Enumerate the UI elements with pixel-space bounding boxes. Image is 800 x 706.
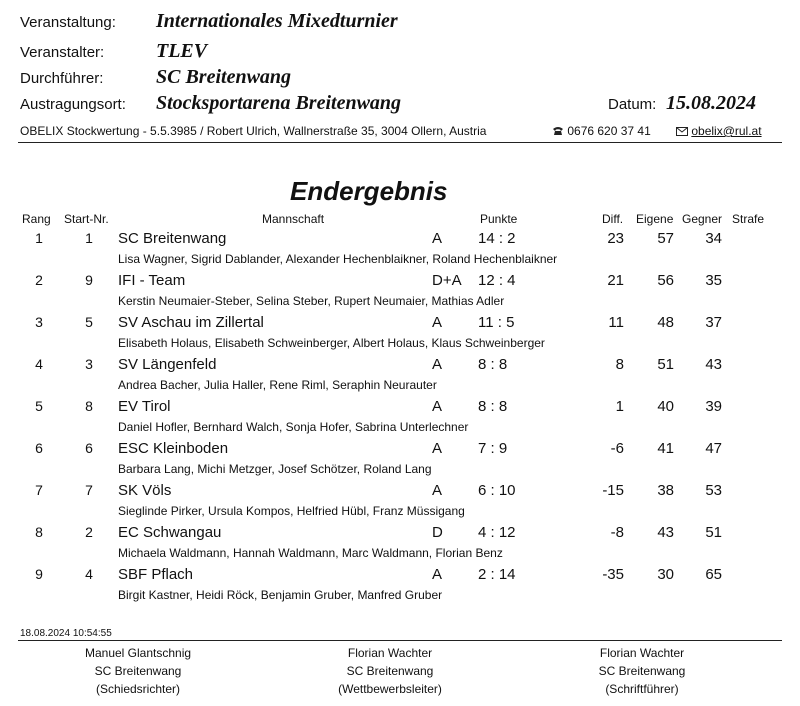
- result-opponent: 37: [705, 314, 722, 331]
- col-start: Start-Nr.: [64, 212, 109, 226]
- signature-name: Manuel Glantschnig: [84, 646, 192, 660]
- result-diff: -35: [602, 566, 624, 583]
- result-team: IFI - Team: [118, 272, 186, 289]
- result-points: 6 : 10: [478, 482, 516, 499]
- result-diff: 21: [607, 272, 624, 289]
- col-opp: Gegner: [682, 212, 723, 226]
- result-points: 4 : 12: [478, 524, 516, 541]
- result-diff: 1: [615, 398, 624, 415]
- result-own: 57: [657, 230, 674, 247]
- signature-name: Florian Wachter: [347, 646, 433, 660]
- result-team: SC Breitenwang: [118, 230, 227, 247]
- col-diff: Diff.: [602, 212, 624, 226]
- result-players: Michaela Waldmann, Hannah Waldmann, Marc Waldmann, Florian Benz: [118, 546, 503, 560]
- result-own: 41: [657, 440, 674, 457]
- phone-icon: [552, 125, 564, 139]
- result-points: 7 : 9: [478, 440, 508, 457]
- header-value-venue: Stocksportarena Breitenwang: [156, 92, 402, 114]
- result-own: 30: [657, 566, 674, 583]
- result-start-number: 6: [85, 440, 93, 456]
- result-start-number: 4: [85, 566, 93, 582]
- result-rank: 6: [35, 440, 43, 456]
- result-diff: -8: [610, 524, 624, 541]
- result-class: A: [432, 230, 443, 247]
- timestamp: 18.08.2024 10:54:55: [20, 628, 112, 639]
- date-value: 15.08.2024: [666, 92, 756, 114]
- col-points: Punkte: [480, 212, 518, 226]
- result-points: 11 : 5: [478, 314, 515, 331]
- signature-role: (Schriftführer): [605, 682, 679, 696]
- result-class: A: [432, 398, 443, 415]
- result-class: A: [432, 356, 443, 373]
- email-address[interactable]: obelix@rul.at: [691, 124, 762, 138]
- result-start-number: 3: [85, 356, 93, 372]
- signature-club: SC Breitenwang: [598, 664, 686, 678]
- result-team: SBF Pflach: [118, 566, 194, 583]
- result-rank: 5: [35, 398, 43, 414]
- header-value-event: Internationales Mixedturnier: [156, 10, 398, 32]
- result-opponent: 35: [705, 272, 722, 289]
- result-own: 48: [657, 314, 674, 331]
- address-line: OBELIX Stockwertung - 5.5.3985 / Robert Ulrich, Wallnerstraße 35, 3004 Ollern, Austria: [20, 124, 487, 138]
- result-players: Elisabeth Holaus, Elisabeth Schweinberger, Albert Holaus, Klaus Schweinberger: [118, 336, 545, 350]
- result-diff: 8: [615, 356, 624, 373]
- result-rank: 1: [35, 230, 43, 246]
- header-divider: [18, 142, 782, 143]
- email-info[interactable]: [676, 124, 762, 139]
- result-diff: 23: [607, 230, 624, 247]
- result-diff: -15: [602, 482, 624, 499]
- footer-divider: [18, 640, 782, 641]
- result-diff: 11: [608, 314, 624, 331]
- result-opponent: 34: [705, 230, 722, 247]
- signature-secretary: [542, 644, 742, 698]
- header-label-host: Durchführer:: [20, 70, 104, 87]
- phone-info: [552, 124, 651, 139]
- result-start-number: 9: [85, 272, 93, 288]
- result-own: 40: [657, 398, 674, 415]
- header-label-venue: Austragungsort:: [20, 96, 126, 113]
- header-value-organizer: TLEV: [156, 40, 208, 62]
- result-start-number: 5: [85, 314, 93, 330]
- phone-number: 0676 620 37 41: [567, 124, 651, 138]
- result-points: 2 : 14: [478, 566, 516, 583]
- date-label: Datum:: [608, 96, 657, 113]
- result-opponent: 43: [705, 356, 722, 373]
- result-points: 12 : 4: [478, 272, 516, 289]
- signature-competition-leader: [290, 644, 490, 698]
- result-team: EV Tirol: [118, 398, 171, 415]
- result-players: Andrea Bacher, Julia Haller, Rene Riml, Seraphin Neurauter: [118, 378, 437, 392]
- page-title: Endergebnis: [290, 176, 448, 206]
- result-players: Lisa Wagner, Sigrid Dablander, Alexander Hechenblaikner, Roland Hechenblaikner: [118, 252, 558, 266]
- result-own: 38: [657, 482, 674, 499]
- col-team: Mannschaft: [262, 212, 325, 226]
- signature-club: SC Breitenwang: [346, 664, 434, 678]
- result-rank: 8: [35, 524, 43, 540]
- result-class: A: [432, 482, 443, 499]
- result-rank: 4: [35, 356, 43, 372]
- result-own: 56: [657, 272, 674, 289]
- result-team: EC Schwangau: [118, 524, 222, 541]
- result-opponent: 51: [705, 524, 722, 541]
- header-label-event: Veranstaltung:: [20, 14, 116, 31]
- signature-referee: [38, 644, 238, 698]
- result-class: D: [432, 524, 443, 541]
- result-opponent: 39: [705, 398, 722, 415]
- col-own: Eigene: [636, 212, 674, 226]
- result-players: Daniel Hofler, Bernhard Walch, Sonja Hofer, Sabrina Unterlechner: [118, 420, 469, 434]
- result-rank: 2: [35, 272, 43, 288]
- result-own: 51: [657, 356, 674, 373]
- signature-name: Florian Wachter: [599, 646, 685, 660]
- result-players: Kerstin Neumaier-Steber, Selina Steber, Rupert Neumaier, Mathias Adler: [118, 294, 505, 308]
- result-players: Barbara Lang, Michi Metzger, Josef Schötzer, Roland Lang: [118, 462, 432, 476]
- result-team: ESC Kleinboden: [118, 440, 229, 457]
- signature-club: SC Breitenwang: [94, 664, 182, 678]
- result-class: A: [432, 566, 443, 583]
- result-opponent: 47: [705, 440, 722, 457]
- result-opponent: 53: [705, 482, 722, 499]
- result-diff: -6: [610, 440, 624, 457]
- result-own: 43: [657, 524, 674, 541]
- email-icon: [676, 125, 688, 139]
- result-start-number: 7: [85, 482, 93, 498]
- result-class: A: [432, 314, 443, 331]
- result-start-number: 8: [85, 398, 93, 414]
- result-rank: 9: [35, 566, 43, 582]
- signature-role: (Schiedsrichter): [95, 682, 181, 696]
- result-team: SV Aschau im Zillertal: [118, 314, 264, 331]
- col-penalty: Strafe: [732, 212, 765, 226]
- result-class: D+A: [432, 272, 462, 289]
- result-start-number: 2: [85, 524, 93, 540]
- header-label-organizer: Veranstalter:: [20, 44, 105, 61]
- result-rank: 7: [35, 482, 43, 498]
- result-class: A: [432, 440, 443, 457]
- result-points: 14 : 2: [478, 230, 516, 247]
- header-value-host: SC Breitenwang: [156, 66, 292, 88]
- result-players: Birgit Kastner, Heidi Röck, Benjamin Gruber, Manfred Gruber: [118, 588, 443, 602]
- col-rank: Rang: [22, 212, 51, 226]
- result-points: 8 : 8: [478, 398, 508, 415]
- result-rank: 3: [35, 314, 43, 330]
- result-points: 8 : 8: [478, 356, 508, 373]
- result-opponent: 65: [705, 566, 722, 583]
- result-players: Sieglinde Pirker, Ursula Kompos, Helfried Hübl, Franz Müssigang: [118, 504, 465, 518]
- result-team: SK Völs: [118, 482, 172, 499]
- result-team: SV Längenfeld: [118, 356, 217, 373]
- signature-role: (Wettbewerbsleiter): [338, 682, 442, 696]
- result-start-number: 1: [85, 230, 93, 246]
